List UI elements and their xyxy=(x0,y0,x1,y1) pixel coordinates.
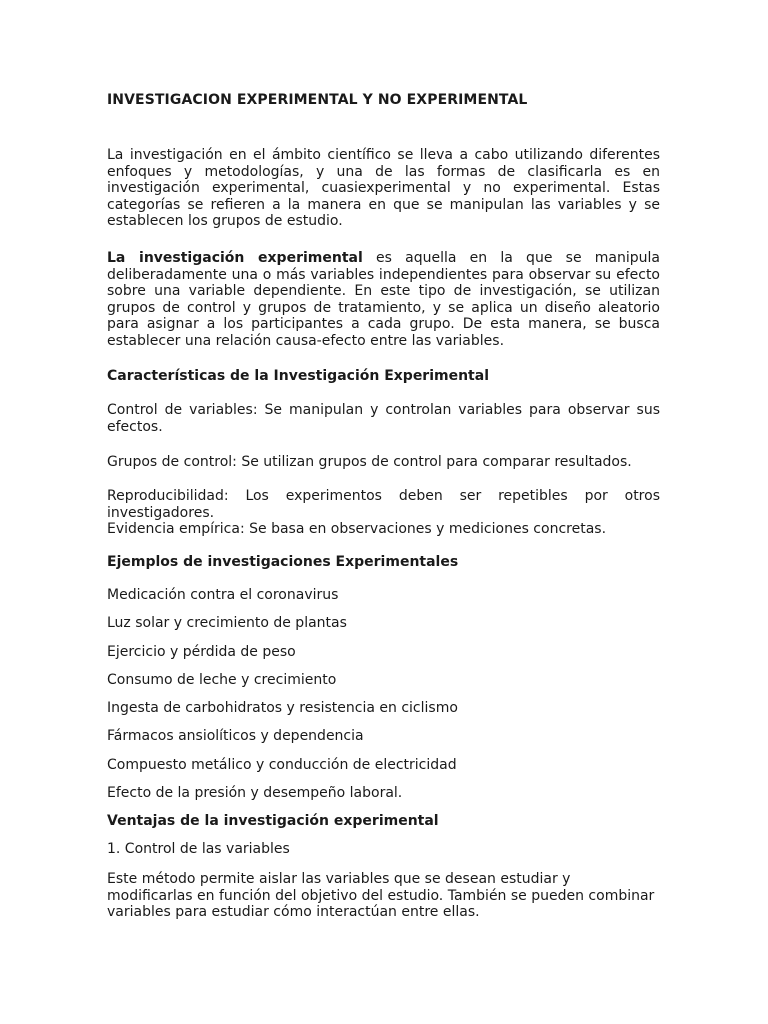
characteristics-heading: Características de la Investigación Experimental xyxy=(107,368,489,384)
intro-paragraph: La investigación en el ámbito científico se lleva a cabo utilizando diferentes enfoques y metodologías, y una de las formas de clasificarla es en investigación experimental, cuasiexperimental y no experimental. Estas categorías se refieren a la manera en que se manipulan las variables y se establecen los grupos de estudio. xyxy=(107,147,660,230)
advantage-text: Este método permite aislar las variables que se desean estudiar y modificarlas en función del objetivo del estudio. También se pueden combinar variables para estudiar cómo interactúan entre ellas. xyxy=(107,871,655,921)
document-title: INVESTIGACION EXPERIMENTAL Y NO EXPERIMENTAL xyxy=(107,92,528,108)
advantage-title: 1. Control de las variables xyxy=(107,841,290,857)
definition-text: es aquella en la que se manipula deliberadamente una o más variables independientes para observar su efecto sobre una variable dependiente. En este tipo de investigación, se utilizan grupos de control y grupos de tratamiento, y se aplica un diseño aleatorio para asignar a los participantes a cada grupo. De esta manera, se busca establecer una relación causa-efecto entre las variables. xyxy=(107,250,660,349)
example-item: Compuesto metálico y conducción de electricidad xyxy=(107,757,457,773)
example-item: Consumo de leche y crecimiento xyxy=(107,672,337,688)
characteristic-item: Reproducibilidad: Los experimentos deben ser repetibles por otros investigadores. xyxy=(107,488,660,521)
example-item: Medicación contra el coronavirus xyxy=(107,587,339,603)
examples-heading: Ejemplos de investigaciones Experimentales xyxy=(107,554,459,570)
characteristic-item: Evidencia empírica: Se basa en observaciones y mediciones concretas. xyxy=(107,521,607,537)
example-item: Fármacos ansiolíticos y dependencia xyxy=(107,728,364,744)
definition-paragraph xyxy=(107,250,660,350)
example-item: Luz solar y crecimiento de plantas xyxy=(107,615,347,631)
example-item: Efecto de la presión y desempeño laboral. xyxy=(107,785,403,801)
example-item: Ejercicio y pérdida de peso xyxy=(107,644,296,660)
characteristic-item: Control de variables: Se manipulan y controlan variables para observar sus efectos. xyxy=(107,402,660,435)
definition-term: La investigación experimental xyxy=(107,250,363,266)
characteristic-item: Grupos de control: Se utilizan grupos de control para comparar resultados. xyxy=(107,454,632,470)
example-item: Ingesta de carbohidratos y resistencia en ciclismo xyxy=(107,700,458,716)
advantages-heading: Ventajas de la investigación experimental xyxy=(107,813,439,829)
